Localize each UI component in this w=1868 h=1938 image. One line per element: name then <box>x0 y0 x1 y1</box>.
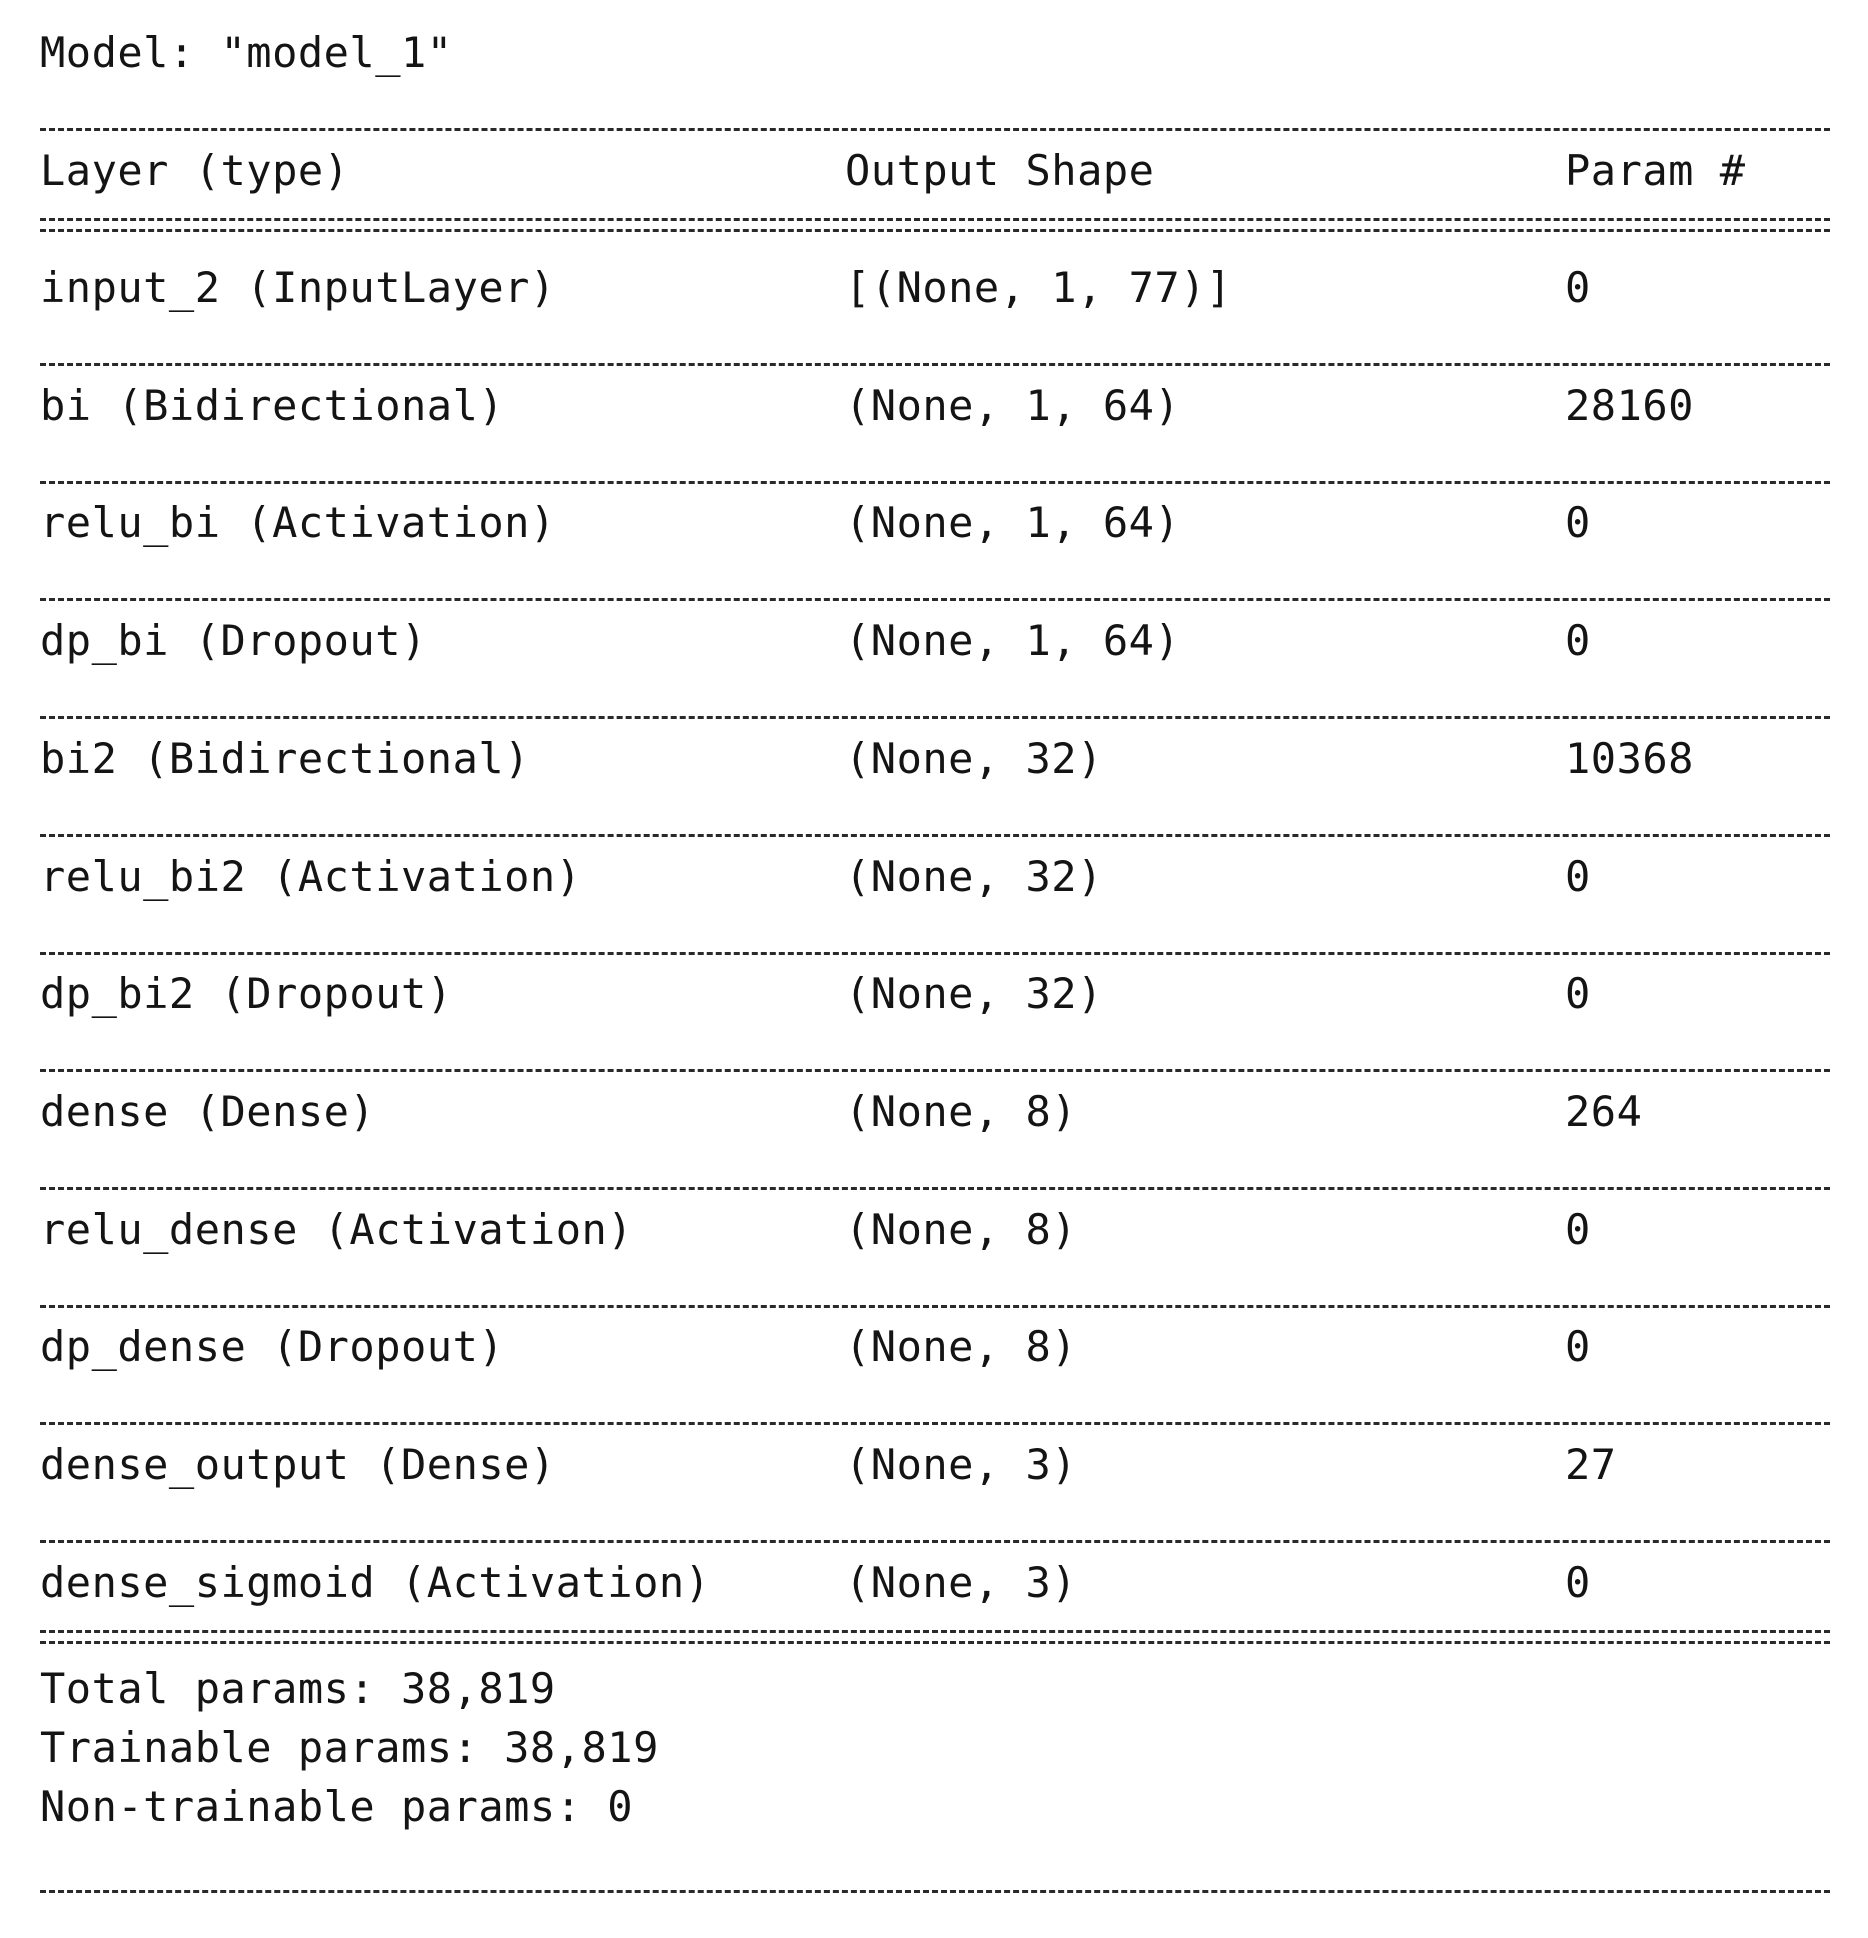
layer-name: dense_sigmoid (Activation) <box>40 1558 711 1607</box>
layer-name: dp_dense (Dropout) <box>40 1322 505 1371</box>
model-title: Model: "model_1" <box>40 28 453 77</box>
output-shape: (None, 32) <box>845 969 1103 1018</box>
output-shape: (None, 8) <box>845 1087 1078 1136</box>
layer-name: relu_dense (Activation) <box>40 1205 634 1254</box>
param-count: 0 <box>1565 852 1591 901</box>
layer-name: relu_bi2 (Activation) <box>40 852 582 901</box>
layer-name: dense (Dense) <box>40 1087 376 1136</box>
trainable-params: Trainable params: 38,819 <box>40 1723 659 1772</box>
param-count: 0 <box>1565 616 1591 665</box>
non-trainable-params: Non-trainable params: 0 <box>40 1782 634 1831</box>
row-divider <box>40 952 1830 955</box>
header-divider <box>40 218 1830 232</box>
output-shape: (None, 1, 64) <box>845 381 1181 430</box>
bottom-divider <box>40 1890 1830 1893</box>
top-divider <box>40 128 1830 131</box>
output-shape: (None, 1, 64) <box>845 616 1181 665</box>
layer-name: input_2 (InputLayer) <box>40 263 556 312</box>
row-divider <box>40 1305 1830 1308</box>
header-param: Param # <box>1565 146 1746 195</box>
total-params: Total params: 38,819 <box>40 1664 556 1713</box>
param-count: 0 <box>1565 1205 1591 1254</box>
row-divider <box>40 363 1830 366</box>
layer-name: relu_bi (Activation) <box>40 498 556 547</box>
row-divider <box>40 1069 1830 1072</box>
row-divider <box>40 1422 1830 1425</box>
param-count: 264 <box>1565 1087 1643 1136</box>
header-shape: Output Shape <box>845 146 1155 195</box>
output-shape: (None, 8) <box>845 1322 1078 1371</box>
param-count: 28160 <box>1565 381 1694 430</box>
param-count: 27 <box>1565 1440 1617 1489</box>
layer-name: dense_output (Dense) <box>40 1440 556 1489</box>
output-shape: (None, 8) <box>845 1205 1078 1254</box>
row-divider <box>40 716 1830 719</box>
output-shape: (None, 32) <box>845 852 1103 901</box>
output-shape: [(None, 1, 77)] <box>845 263 1232 312</box>
param-count: 0 <box>1565 498 1591 547</box>
row-divider <box>40 598 1830 601</box>
layer-name: bi2 (Bidirectional) <box>40 734 530 783</box>
header-layer: Layer (type) <box>40 146 350 195</box>
output-shape: (None, 3) <box>845 1558 1078 1607</box>
param-count: 0 <box>1565 1558 1591 1607</box>
row-divider <box>40 1187 1830 1190</box>
row-divider <box>40 481 1830 484</box>
param-count: 0 <box>1565 969 1591 1018</box>
summary-divider <box>40 1630 1830 1644</box>
row-divider <box>40 1540 1830 1543</box>
output-shape: (None, 32) <box>845 734 1103 783</box>
row-divider <box>40 834 1830 837</box>
output-shape: (None, 3) <box>845 1440 1078 1489</box>
param-count: 10368 <box>1565 734 1694 783</box>
layer-name: dp_bi (Dropout) <box>40 616 427 665</box>
param-count: 0 <box>1565 263 1591 312</box>
output-shape: (None, 1, 64) <box>845 498 1181 547</box>
layer-name: bi (Bidirectional) <box>40 381 505 430</box>
layer-name: dp_bi2 (Dropout) <box>40 969 453 1018</box>
param-count: 0 <box>1565 1322 1591 1371</box>
